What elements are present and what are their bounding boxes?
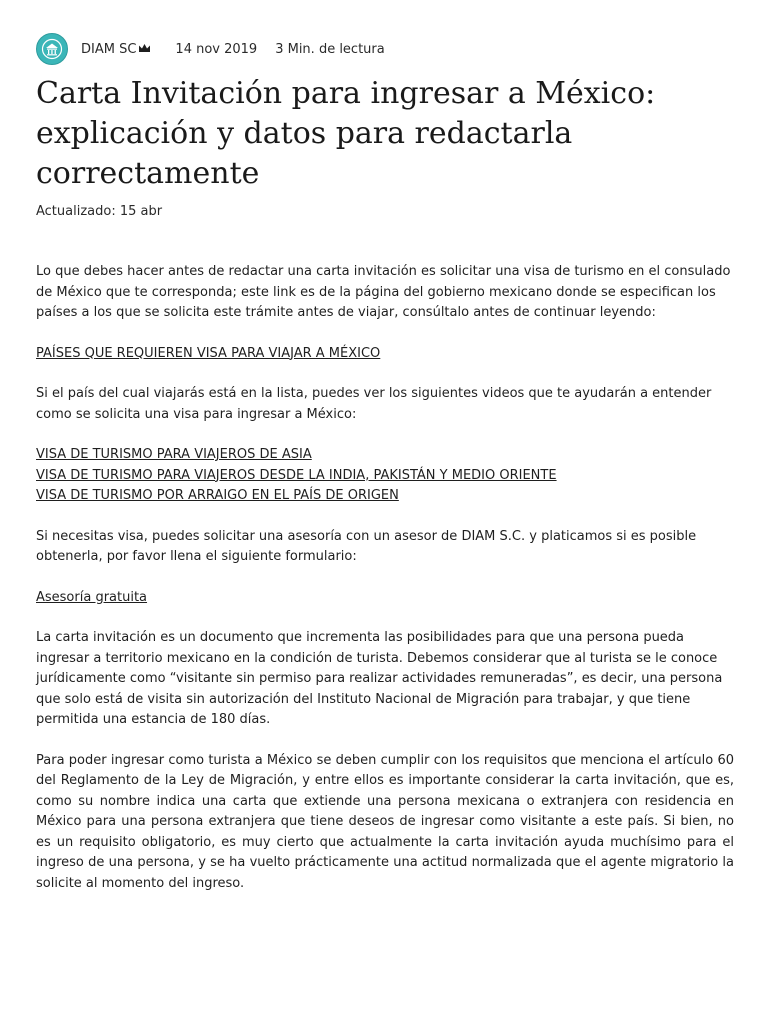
link-visa-india[interactable]: VISA DE TURISMO PARA VIAJEROS DESDE LA INDIA, PAKISTÁN Y MEDIO ORIENTE bbox=[36, 467, 557, 483]
crown-icon bbox=[138, 43, 151, 53]
paragraph-requirements: Para poder ingresar como turista a México se deben cumplir con los requisitos que menciona el artículo 60 del Reglamento de la Ley de Migración, y entre ellos es importante considerar la carta invitación, que es, como su nombre indica una carta que extiende una persona mexicana o extranjera con residencia en México para una persona extranjera que tiene deseos de ingresar como visitante a este país. Si bien, no es un requisito obligatorio, es muy cierto que actualmente la carta invitación ayuda muchísimo para el ingreso de una persona, y se ha vuelto prácticamente una actitud normalizada que el agente migratorio la solicite al momento del ingreso. bbox=[36, 752, 734, 891]
read-time: 3 Min. de lectura bbox=[275, 41, 385, 57]
link-countries-visa[interactable]: PAÍSES QUE REQUIEREN VISA PARA VIAJAR A MÉXICO bbox=[36, 345, 381, 361]
paragraph-advice: Si necesitas visa, puedes solicitar una asesoría con un asesor de DIAM S.C. y platicamos si es posible obtenerla, por favor llena el siguiente formulario: bbox=[36, 528, 697, 564]
link-visa-arraigo[interactable]: VISA DE TURISMO POR ARRAIGO EN EL PAÍS DE ORIGEN bbox=[36, 488, 399, 503]
author-avatar[interactable] bbox=[36, 33, 68, 65]
paragraph-intro: Lo que debes hacer antes de redactar una carta invitación es solicitar una visa de turismo en el consulado de México que te corresponda; este link es de la página del gobierno mexicano donde se especifican los países a los que se solicita este trámite antes de viajar, consúltalo antes de continuar leyendo: bbox=[36, 264, 731, 320]
author-name: DIAM SC bbox=[81, 41, 137, 57]
countries-link-wrap bbox=[36, 344, 734, 365]
post-date: 14 nov 2019 bbox=[175, 41, 258, 57]
updated-label: Actualizado: 15 abr bbox=[36, 204, 163, 219]
paragraph-definition: La carta invitación es un documento que incrementa las posibilidades para que una persona pueda ingresar a territorio mexicano en la condición de turista. Debemos considerar que al turista se le conoce jurídicamente como “visitante sin permiso para realizar actividades remuneradas”, es decir, una persona que solo está de visita sin autorización del Instituto Nacional de Migración para trabajar, y que tiene permitida una estancia de 180 días. bbox=[36, 630, 723, 727]
video-links bbox=[36, 445, 734, 507]
author-link[interactable] bbox=[81, 42, 151, 57]
building-logo-icon bbox=[41, 38, 63, 60]
paragraph-videos: Si el país del cual viajarás está en la lista, puedes ver los siguientes videos que te ayudarán a entender como se solicita una visa para ingresar a México: bbox=[36, 386, 712, 422]
post-meta bbox=[36, 33, 385, 65]
post-body bbox=[36, 262, 734, 894]
advice-link-wrap bbox=[36, 588, 734, 609]
post-title: Carta Invitación para ingresar a México: explicación y datos para redactarla correctamente bbox=[36, 76, 656, 191]
link-visa-asia[interactable]: VISA DE TURISMO PARA VIAJEROS DE ASIA bbox=[36, 447, 312, 462]
link-free-advice[interactable]: Asesoría gratuita bbox=[36, 589, 148, 605]
